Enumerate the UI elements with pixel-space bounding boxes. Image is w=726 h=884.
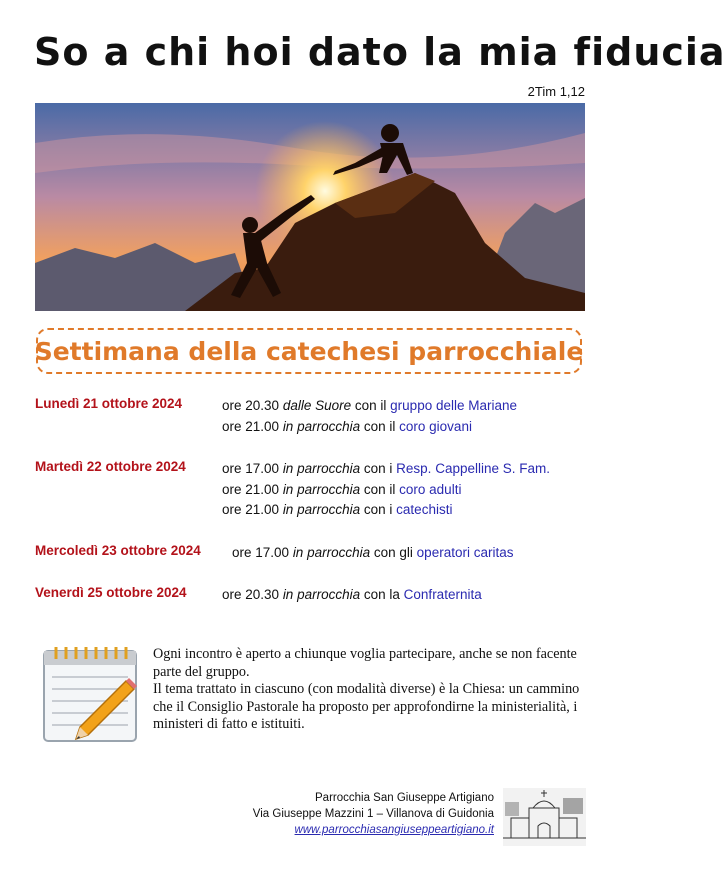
info-note [153, 646, 593, 734]
entry-time: ore 20.30 [222, 587, 280, 602]
entry-group: catechisti [396, 502, 453, 517]
sunset-climbers-illustration [35, 103, 585, 311]
entry-group: Confraternita [403, 587, 482, 602]
schedule-day [35, 396, 605, 437]
day-label: Venerdì 25 ottobre 2024 [35, 585, 187, 600]
entry-connector: con il [363, 418, 396, 434]
event-banner-title: Settimana della catechesi parrocchiale [34, 336, 584, 366]
entry-connector: con i [363, 461, 393, 476]
schedule-entry [222, 480, 605, 501]
entry-place: in parrocchia [282, 418, 361, 434]
entry-place: in parrocchia [282, 461, 361, 476]
entry-place: in parrocchia [292, 544, 371, 560]
day-label: Martedì 22 ottobre 2024 [35, 459, 186, 474]
schedule-entry [222, 396, 605, 417]
day-label: Lunedì 21 ottobre 2024 [35, 396, 183, 411]
entry-place: dalle Suore [282, 398, 352, 413]
entry-group: coro giovani [399, 418, 472, 434]
note-paragraph: Il tema trattato in ciascuno (con modalità diverse) è la Chiesa: un cammino che il Consiglio Pastorale ha proposto per approfondirne la ministerialità, i ministeri di fatto e istituiti. [153, 681, 580, 732]
entry-connector: con il [363, 481, 396, 497]
parish-name: Parrocchia San Giuseppe Artigiano [315, 792, 494, 804]
schedule-entry [222, 585, 605, 606]
day-label: Mercoledì 23 ottobre 2024 [35, 542, 201, 558]
entry-time: ore 17.00 [222, 461, 280, 476]
entry-time: ore 17.00 [232, 544, 290, 560]
entry-time: ore 20.30 [222, 398, 280, 413]
event-banner [36, 328, 582, 374]
entry-place: in parrocchia [282, 502, 361, 517]
entry-group: operatori caritas [416, 544, 514, 560]
parish-website-link[interactable]: www.parrocchiasangiuseppeartigiano.it [294, 824, 494, 836]
entry-place: in parrocchia [282, 481, 361, 497]
entry-place: in parrocchia [282, 587, 361, 602]
entry-connector: con la [363, 587, 400, 602]
parish-address: Via Giuseppe Mazzini 1 – Villanova di Guidonia [252, 808, 494, 820]
schedule-entry [222, 417, 605, 438]
page-title: So a chi hoi dato la mia fiducia [34, 30, 726, 74]
schedule-day [35, 459, 605, 521]
entry-connector: con il [354, 398, 387, 413]
parish-footer [253, 790, 494, 838]
entry-time: ore 21.00 [222, 418, 280, 434]
schedule-day [35, 585, 605, 606]
entry-group: coro adulti [399, 481, 462, 497]
schedule-entry [222, 459, 605, 480]
entry-connector: con i [363, 502, 393, 517]
notepad-pencil-icon [38, 643, 143, 745]
entry-time: ore 21.00 [222, 502, 280, 517]
hero-image [35, 103, 585, 311]
schedule [35, 396, 605, 628]
verse-reference: 2Tim 1,12 [527, 84, 585, 99]
entry-connector: con gli [373, 544, 413, 560]
entry-group: gruppo delle Mariane [390, 398, 518, 413]
schedule-entry [222, 500, 605, 521]
entry-group: Resp. Cappelline S. Fam. [396, 461, 550, 476]
schedule-entry [232, 543, 605, 564]
note-paragraph: Ogni incontro è aperto a chiunque voglia partecipare, anche se non facente parte del gruppo. [153, 646, 577, 680]
schedule-day [35, 543, 605, 564]
entry-time: ore 21.00 [222, 481, 280, 497]
church-sketch-image [503, 788, 586, 846]
